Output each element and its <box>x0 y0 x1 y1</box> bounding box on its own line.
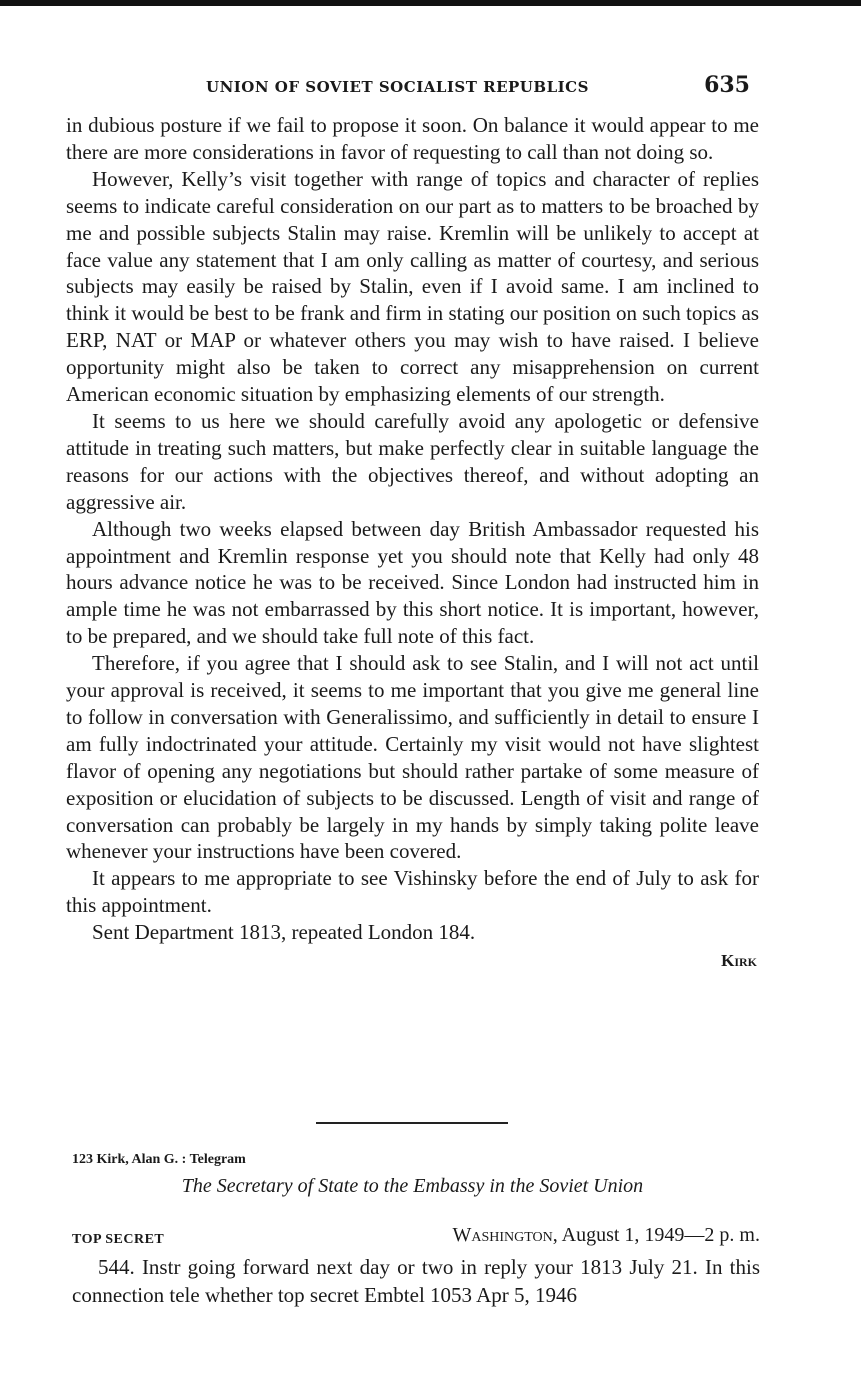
paragraph-distribution-note: Sent Department 1813, repeated London 184. <box>92 920 476 945</box>
running-head-title: UNION OF SOVIET SOCIALIST REPUBLICS <box>206 78 589 96</box>
paragraph: It appears to me appropriate to see Vishinsky before the end of July to ask for this appointment. <box>66 866 759 918</box>
paragraph: 544. Instr going forward next day or two in reply your 1813 July 21. In this connection tele whether top secret Embtel 1053 Apr 5, 1946 <box>72 1255 760 1307</box>
section-divider <box>316 1122 508 1124</box>
paragraph: Therefore, if you agree that I should ask to see Stalin, and I will not act until your approval is received, it seems to me important that you give me general line to follow in conversation with Generalissimo, and sufficiently in detail to ensure I am fully indoctrinated your attitude. Certainly my visit would not have slightest flavor of opening any negotiations but should rather partake of some measure of exposition or elucidation of subjects to be discussed. Length of visit and range of conversation can probably be largely in my hands by simply taking polite leave whenever your instructions have been covered. <box>66 651 759 864</box>
running-head <box>60 72 760 102</box>
paragraph-continuation: in dubious posture if we fail to propose it soon. On balance it would appear to me there are more considerations in favor of requesting to call than not doing so. <box>66 113 759 164</box>
signature: Kirk <box>721 951 757 971</box>
page-number: 635 <box>704 72 750 98</box>
next-telegram-body <box>72 1253 760 1309</box>
classification-label: TOP SECRET <box>72 1232 165 1247</box>
place-and-date <box>452 1224 760 1247</box>
date: , August 1, 1949—2 p. m. <box>552 1224 760 1246</box>
paragraph: However, Kelly’s visit together with range of topics and character of replies seems to indicate careful consideration on our part as to matters to be broached by me and possible subjects Stalin may raise. Kremlin will be unlikely to accept at face value any statement that I am only calling as matter of courtesy, and serious subjects may easily be raised by Stalin, even if I avoid same. I am inclined to think it would be best to be frank and firm in stating our position on such topics as ERP, NAT or MAP or whatever others you may wish to have raised. I believe opportunity might also be taken to correct any misapprehension on current American economic situation by emphasizing elements of our strength. <box>66 166 759 407</box>
file-reference: 123 Kirk, Alan G. : Telegram <box>72 1152 246 1167</box>
paragraph: It seems to us here we should carefully avoid any apologetic or defensive attitude in treating such matters, but make perfectly clear in suitable language the reasons for our actions with the objectives thereof, and without adopting an aggressive air. <box>66 408 759 514</box>
telegram-body <box>66 112 759 975</box>
top-border-rule <box>0 0 861 6</box>
dateline <box>72 1224 760 1252</box>
paragraph: Although two weeks elapsed between day British Ambassador requested his appointment and Kremlin response yet you should note that Kelly had only 48 hours advance notice he was to be received. Since London had instructed him in ample time he was not embarrassed by this short notice. It is important, however, to be prepared, and we should take full note of this fact. <box>66 516 759 649</box>
document-title: The Secretary of State to the Embassy in the Soviet Union <box>181 1175 644 1197</box>
place: Washington <box>452 1224 553 1246</box>
